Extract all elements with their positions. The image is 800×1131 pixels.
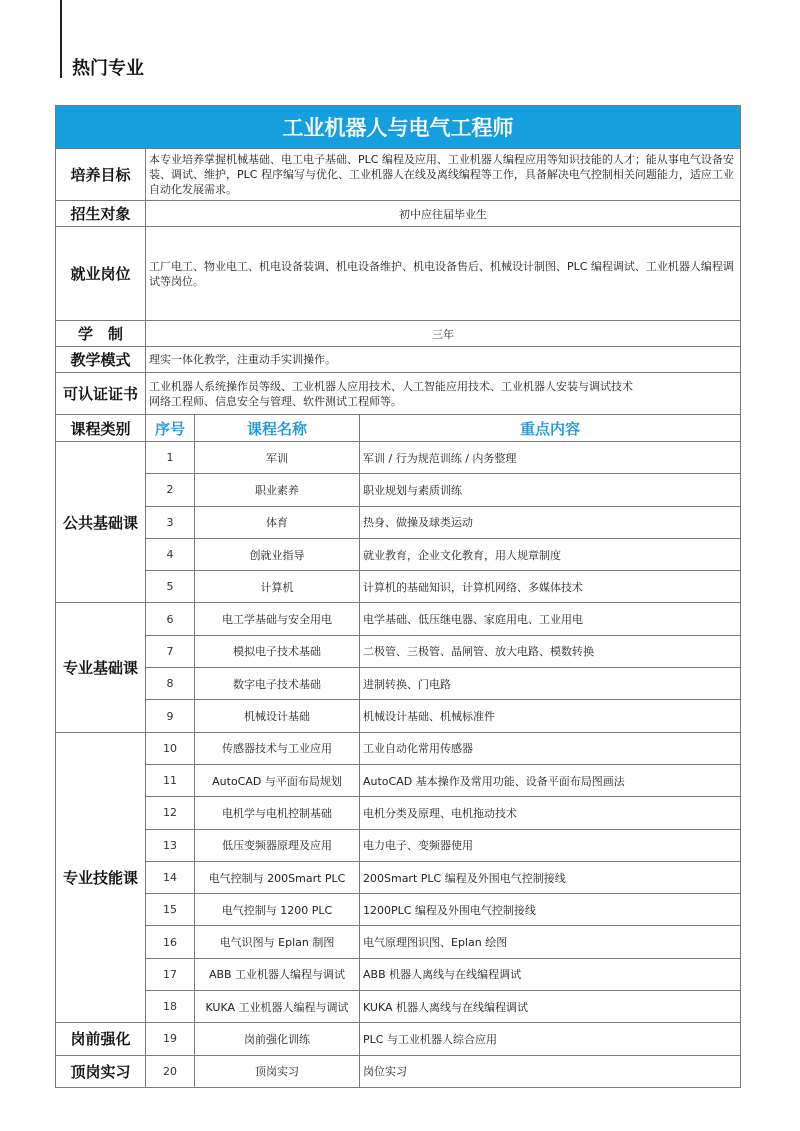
- course-row: [56, 797, 741, 829]
- course-num: 7: [146, 635, 195, 667]
- course-content: 1200PLC 编程及外围电气控制接线: [360, 894, 741, 926]
- course-name: 岗前强化训练: [195, 1023, 360, 1055]
- info-label-teaching: 教学模式: [56, 347, 146, 373]
- info-row-jobs: [56, 227, 741, 321]
- info-row-duration: [56, 321, 741, 347]
- info-value-duration: 三年: [146, 321, 741, 347]
- info-row-certificates: [56, 373, 741, 415]
- course-row: [56, 442, 741, 474]
- course-name: 模拟电子技术基础: [195, 635, 360, 667]
- course-num: 16: [146, 926, 195, 958]
- course-content: AutoCAD 基本操作及常用功能、设备平面布局图画法: [360, 764, 741, 796]
- course-row: [56, 829, 741, 861]
- course-name: 电机学与电机控制基础: [195, 797, 360, 829]
- course-category: 专业技能课: [56, 732, 146, 1023]
- course-content: KUKA 机器人离线与在线编程调试: [360, 991, 741, 1023]
- course-content: 电气原理图识图、Eplan 绘图: [360, 926, 741, 958]
- course-content: 岗位实习: [360, 1055, 741, 1087]
- course-row: [56, 958, 741, 990]
- course-row: [56, 635, 741, 667]
- course-num: 9: [146, 700, 195, 732]
- course-content: 计算机的基础知识，计算机网络、多媒体技术: [360, 571, 741, 603]
- course-row: [56, 700, 741, 732]
- course-name: KUKA 工业机器人编程与调试: [195, 991, 360, 1023]
- course-num: 20: [146, 1055, 195, 1087]
- course-content: 职业规划与素质训练: [360, 474, 741, 506]
- course-num: 1: [146, 442, 195, 474]
- course-num: 19: [146, 1023, 195, 1055]
- info-row-teaching: [56, 347, 741, 373]
- course-category: 专业基础课: [56, 603, 146, 732]
- course-row: [56, 474, 741, 506]
- course-content: 就业教育，企业文化教育，用人规章制度: [360, 538, 741, 570]
- course-content: PLC 与工业机器人综合应用: [360, 1023, 741, 1055]
- info-value-jobs: 工厂电工、物业电工、机电设备装调、机电设备维护、机电设备售后、机械设计制图、PLC 编程调试、工业机器人编程调试等岗位。: [146, 227, 741, 321]
- course-content: 工业自动化常用传感器: [360, 732, 741, 764]
- course-header-row: [56, 415, 741, 442]
- course-content: 二极管、三极管、晶闸管、放大电路、模数转换: [360, 635, 741, 667]
- course-row: [56, 861, 741, 893]
- header-num: 序号: [146, 415, 195, 442]
- course-name: 职业素养: [195, 474, 360, 506]
- course-num: 14: [146, 861, 195, 893]
- course-num: 18: [146, 991, 195, 1023]
- course-content: 电学基础、低压继电器、家庭用电、工业用电: [360, 603, 741, 635]
- course-name: ABB 工业机器人编程与调试: [195, 958, 360, 990]
- certificate-line: 工业机器人系统操作员等级、工业机器人应用技术、人工智能应用技术、工业机器人安装与调试技术: [149, 379, 633, 393]
- course-row: [56, 1055, 741, 1087]
- info-value-certificates: [146, 373, 741, 415]
- course-num: 17: [146, 958, 195, 990]
- course-row: [56, 571, 741, 603]
- course-name: 电气控制与 200Smart PLC: [195, 861, 360, 893]
- course-name: 电气识图与 Eplan 制图: [195, 926, 360, 958]
- info-label-duration: 学 制: [56, 321, 146, 347]
- course-row: [56, 506, 741, 538]
- course-num: 2: [146, 474, 195, 506]
- course-row: [56, 603, 741, 635]
- info-row-goal: [56, 149, 741, 201]
- course-category: 顶岗实习: [56, 1055, 146, 1087]
- course-category: 公共基础课: [56, 442, 146, 603]
- section-divider-line: [60, 0, 62, 78]
- course-name: 数字电子技术基础: [195, 668, 360, 700]
- course-name: 低压变频器原理及应用: [195, 829, 360, 861]
- certificate-line: 网络工程师、信息安全与管理、软件测试工程师等。: [149, 394, 402, 408]
- info-label-jobs: 就业岗位: [56, 227, 146, 321]
- course-name: 机械设计基础: [195, 700, 360, 732]
- course-row: [56, 991, 741, 1023]
- course-name: 顶岗实习: [195, 1055, 360, 1087]
- course-num: 5: [146, 571, 195, 603]
- course-content: 热身、做操及球类运动: [360, 506, 741, 538]
- info-label-goal: 培养目标: [56, 149, 146, 201]
- course-num: 12: [146, 797, 195, 829]
- course-num: 15: [146, 894, 195, 926]
- course-num: 4: [146, 538, 195, 570]
- info-row-enrollment: [56, 201, 741, 227]
- course-num: 6: [146, 603, 195, 635]
- course-content: 进制转换、门电路: [360, 668, 741, 700]
- course-num: 3: [146, 506, 195, 538]
- course-category: 岗前强化: [56, 1023, 146, 1055]
- course-content: 电力电子、变频器使用: [360, 829, 741, 861]
- info-value-goal: 本专业培养掌握机械基础、电工电子基础、PLC 编程及应用、工业机器人编程应用等知识技能的人才；能从事电气设备安装、调试、维护，PLC 程序编写与优化、工业机器人在线及离线编程等工作，具备解决电气控制相关问题能力，适应工业自动化发展需求。: [146, 149, 741, 201]
- info-label-enrollment: 招生对象: [56, 201, 146, 227]
- course-row: [56, 732, 741, 764]
- course-name: 创就业指导: [195, 538, 360, 570]
- course-name: 电工学基础与安全用电: [195, 603, 360, 635]
- course-name: 体育: [195, 506, 360, 538]
- course-content: ABB 机器人离线与在线编程调试: [360, 958, 741, 990]
- program-title: 工业机器人与电气工程师: [56, 106, 741, 149]
- course-row: [56, 538, 741, 570]
- course-row: [56, 926, 741, 958]
- info-value-teaching: 理实一体化教学，注重动手实训操作。: [146, 347, 741, 373]
- course-content: 200Smart PLC 编程及外围电气控制接线: [360, 861, 741, 893]
- program-table: [55, 105, 741, 1088]
- course-num: 13: [146, 829, 195, 861]
- course-row: [56, 764, 741, 796]
- info-label-certificates: 可认证证书: [56, 373, 146, 415]
- course-row: [56, 894, 741, 926]
- section-title: 热门专业: [72, 58, 144, 79]
- course-content: 机械设计基础、机械标准件: [360, 700, 741, 732]
- course-name: 电气控制与 1200 PLC: [195, 894, 360, 926]
- course-content: 电机分类及原理、电机拖动技术: [360, 797, 741, 829]
- course-row: [56, 668, 741, 700]
- course-num: 11: [146, 764, 195, 796]
- course-num: 10: [146, 732, 195, 764]
- info-value-enrollment: 初中应往届毕业生: [146, 201, 741, 227]
- course-row: [56, 1023, 741, 1055]
- course-name: 传感器技术与工业应用: [195, 732, 360, 764]
- course-name: 军训: [195, 442, 360, 474]
- header-key-content: 重点内容: [360, 415, 741, 442]
- header-category: 课程类别: [56, 415, 146, 442]
- course-content: 军训 / 行为规范训练 / 内务整理: [360, 442, 741, 474]
- course-num: 8: [146, 668, 195, 700]
- course-name: AutoCAD 与平面布局规划: [195, 764, 360, 796]
- header-course-name: 课程名称: [195, 415, 360, 442]
- course-name: 计算机: [195, 571, 360, 603]
- title-row: [56, 106, 741, 149]
